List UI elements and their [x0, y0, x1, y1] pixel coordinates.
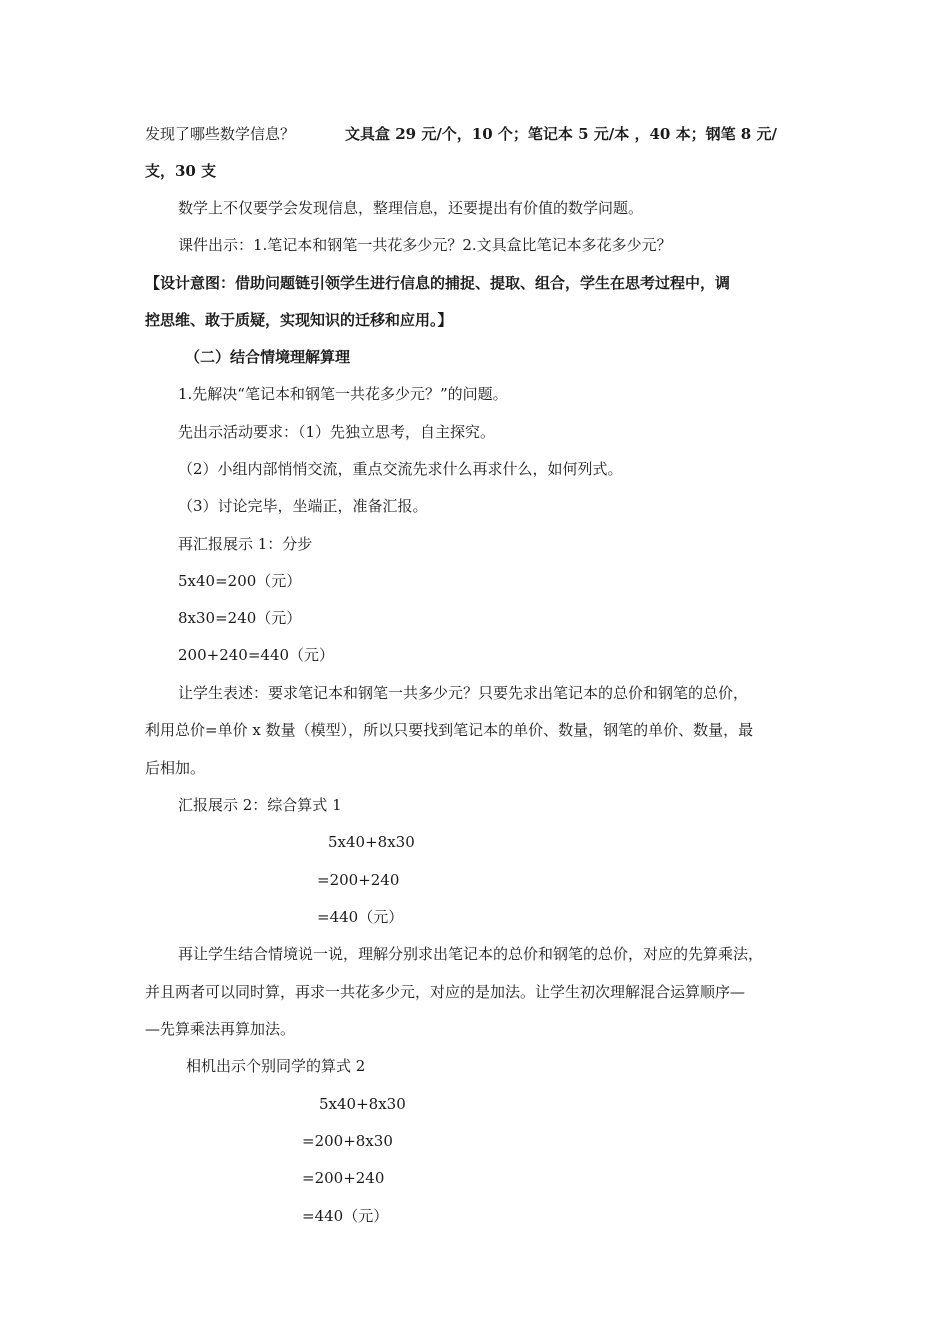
paragraph-need-questions: 数学上不仅要学会发现信息，整理信息，还要提出有价值的数学问题。	[178, 199, 644, 217]
report-2-title: 汇报展示 2：综合算式 1	[178, 796, 342, 814]
combo-2-line-2: =200+8x30	[302, 1132, 393, 1150]
design-intent-line-1: 【设计意图：借助问题链引领学生进行信息的捕捉、提取、组合，学生在思考过程中，调	[145, 274, 731, 292]
report-1-title: 再汇报展示 1：分步	[178, 535, 313, 553]
step-1: 1.先解决“笔记本和钢笔一共花多少元？”的问题。	[178, 385, 508, 403]
combo-2-line-4: =440（元）	[302, 1207, 389, 1225]
design-intent-line-2: 控思维、敢于质疑，实现知识的迁移和应用。】	[145, 311, 453, 329]
combo-1-line-3: =440（元）	[317, 908, 404, 926]
calc-line-3: 200+240=440（元）	[178, 646, 335, 664]
camera-title: 相机出示个别同学的算式 2	[186, 1057, 366, 1075]
paragraph-courseware: 课件出示：1.笔记本和钢笔一共花多少元？2.文具盒比笔记本多花多少元？	[178, 236, 672, 254]
combo-2-line-1: 5x40+8x30	[319, 1095, 406, 1113]
info-answer-line-2: 支，30 支	[145, 162, 217, 180]
activity-requirement-3: （3）讨论完毕，坐端正，准备汇报。	[178, 497, 428, 515]
combo-2-line-3: =200+240	[302, 1169, 385, 1187]
calc-line-1: 5x40=200（元）	[178, 572, 302, 590]
info-answer-line-1: 文具盒 29 元/个，10 个；笔记本 5 元/本 ，40 本；钢笔 8 元/	[345, 125, 777, 143]
info-prompt: 发现了哪些数学信息？	[145, 125, 296, 143]
explain-line-3: 后相加。	[145, 759, 206, 777]
combo-1-line-1: 5x40+8x30	[328, 833, 415, 851]
context-line-1: 再让学生结合情境说一说，理解分别求出笔记本的总价和钢笔的总价，对应的先算乘法，	[178, 945, 764, 963]
activity-requirement-1: 先出示活动要求：（1）先独立思考，自主探究。	[178, 423, 496, 441]
section-title: （二）结合情境理解算理	[185, 348, 351, 366]
context-line-2: 并且两者可以同时算，再求一共花多少元，对应的是加法。让学生初次理解混合运算顺序—	[145, 983, 746, 1001]
calc-line-2: 8x30=240（元）	[178, 609, 302, 627]
combo-1-line-2: =200+240	[317, 871, 400, 889]
context-line-3: —先算乘法再算加法。	[145, 1020, 296, 1038]
explain-line-2: 利用总价=单价 x 数量（模型），所以只要找到笔记本的单价、数量，钢笔的单价、数量，最	[145, 721, 754, 739]
activity-requirement-2: （2）小组内部悄悄交流，重点交流先求什么再求什么，如何列式。	[178, 460, 623, 478]
explain-line-1: 让学生表述：要求笔记本和钢笔一共多少元？只要先求出笔记本的总价和钢笔的总价，	[178, 684, 749, 702]
